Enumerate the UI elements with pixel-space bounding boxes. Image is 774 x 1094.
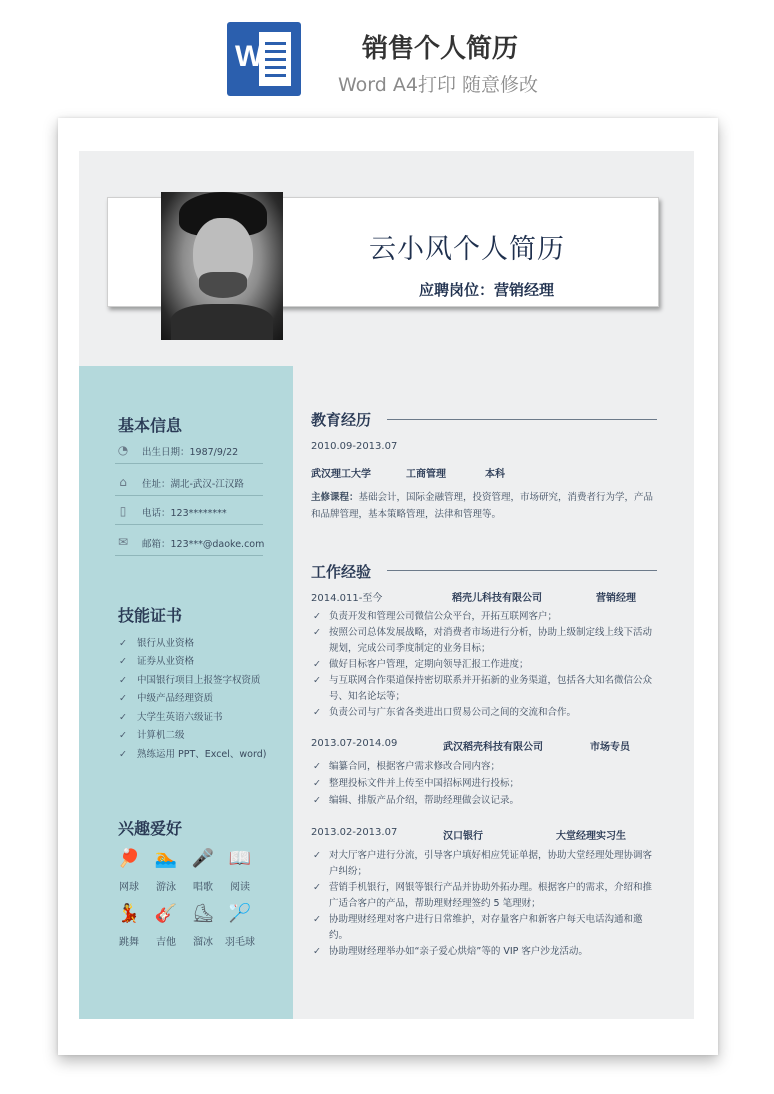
age-icon: ◔ — [117, 443, 129, 457]
skill-item: ✓ 计算机二级 — [119, 730, 185, 741]
duty-item: ✓ 做好目标客户管理，定期向领导汇报工作进度； — [313, 657, 658, 673]
shuttlecock-icon: 🏸 — [228, 903, 252, 924]
edu-school: 武汉理工大学 — [311, 469, 371, 480]
check-icon: ✓ — [313, 761, 321, 772]
check-icon: ✓ — [119, 730, 127, 741]
hobby-skating: ⛸ 溜冰 — [183, 903, 223, 948]
skill-item: ✓ 熟练运用 PPT、Excel、word) — [119, 749, 267, 760]
job-position: 应聘岗位：营销经理 — [419, 281, 555, 299]
hobby-tennis: 🏓 网球 — [109, 848, 149, 893]
duty-item: ✓ 协助理财经理举办如“亲子爱心烘焙”等的 VIP 客户沙龙活动。 — [313, 944, 658, 960]
basic-info-title: 基本信息 — [118, 416, 183, 435]
ping-pong-icon: 🏓 — [117, 848, 141, 869]
check-icon: ✓ — [313, 850, 321, 861]
guitar-icon: 🎸 — [154, 903, 178, 924]
hobby-reading: 📖 阅读 — [220, 848, 260, 893]
word-letter: W — [235, 40, 264, 73]
document-lines-icon — [259, 32, 291, 86]
edu-courses: 主修课程：基础会计，国际金融管理，投资管理，市场研究，消费者行为学，产品和品牌管理，基本策略管理，法律和管理等。 — [311, 492, 654, 520]
swimming-icon: 🏊 — [154, 848, 178, 869]
duty-item: ✓ 营销手机银行，网银等银行产品并协助外拓办理。根据客户的需求，介绍和推广适合客户的产品，帮助理财经理签约 5 笔理财； — [313, 882, 653, 909]
duty-item: ✓ 编纂合同，根据客户需求修改合同内容； — [313, 759, 658, 775]
check-icon: ✓ — [313, 675, 321, 686]
doc-header — [0, 0, 774, 110]
check-icon: ✓ — [119, 693, 127, 704]
check-icon: ✓ — [119, 638, 127, 649]
hobby-badminton: 🏸 羽毛球 — [220, 903, 260, 948]
hobbies-title: 兴趣爱好 — [118, 819, 183, 838]
skill-item: ✓ 证券从业资格 — [119, 656, 194, 667]
duty-item: ✓ 整理投标文件并上传至中国招标网进行投标； — [313, 776, 658, 792]
duty-item: ✓ 与互联网合作渠道保持密切联系并开拓新的业务渠道，包括各大知名微信公众号、知名论坛等； — [313, 675, 653, 702]
job1-company: 稻壳儿科技有限公司 — [452, 593, 542, 604]
work-divider — [387, 570, 657, 571]
profile-photo — [161, 192, 283, 340]
resume-body — [79, 151, 694, 1019]
check-icon: ✓ — [313, 611, 321, 622]
check-icon: ✓ — [119, 749, 127, 760]
duty-item: ✓ 按照公司总体发展战略，对消费者市场进行分析，协助上级制定线上线下活动规划，完成公司季度制定的业务目标； — [313, 627, 653, 654]
check-icon: ✓ — [313, 914, 321, 925]
check-icon: ✓ — [119, 712, 127, 723]
dancer-icon: 💃 — [117, 903, 141, 924]
job3-period: 2013.02-2013.07 — [311, 827, 398, 838]
education-divider — [387, 419, 657, 420]
duty-item: ✓ 负责公司与广东省各类进出口贸易公司之间的交流和合作。 — [313, 705, 658, 721]
resume-title: 云小风个人简历 — [369, 234, 565, 265]
job2-role: 市场专员 — [590, 742, 630, 753]
book-icon: 📖 — [228, 848, 252, 869]
work-title: 工作经验 — [311, 563, 372, 581]
skate-icon: ⛸ — [191, 903, 215, 924]
info-birth: ◔ 出生日期：1987/9/22 — [115, 439, 263, 464]
check-icon: ✓ — [119, 675, 127, 686]
phone-icon: ▯ — [119, 504, 127, 518]
microphone-icon: 🎤 — [191, 848, 215, 869]
job3-role: 大堂经理实习生 — [556, 831, 626, 842]
skill-item: ✓ 大学生英语六级证书 — [119, 712, 223, 723]
check-icon: ✓ — [313, 707, 321, 718]
edu-degree: 本科 — [485, 469, 505, 480]
doc-title: 销售个人简历 — [361, 34, 518, 64]
job1-period: 2014.011-至今 — [311, 593, 383, 604]
education-title: 教育经历 — [311, 411, 372, 429]
check-icon: ✓ — [313, 946, 321, 957]
doc-subtitle: Word A4打印 随意修改 — [337, 74, 538, 96]
job1-role: 营销经理 — [596, 593, 636, 604]
info-address: ⌂ 住址：湖北-武汉-江汉路 — [115, 471, 263, 496]
check-icon: ✓ — [313, 627, 321, 638]
duty-item: ✓ 编辑、排版产品介绍，帮助经理做会议记录。 — [313, 793, 658, 809]
skills-title: 技能证书 — [118, 606, 183, 625]
job2-period: 2013.07-2014.09 — [311, 738, 398, 749]
skill-item: ✓ 银行从业资格 — [119, 638, 194, 649]
check-icon: ✓ — [313, 778, 321, 789]
job2-company: 武汉稻壳科技有限公司 — [443, 742, 543, 753]
check-icon: ✓ — [119, 656, 127, 667]
hobby-dancing: 💃 跳舞 — [109, 903, 149, 948]
duty-item: ✓ 协助理财经理对客户进行日常维护，对存量客户和新客户每天电话沟通和邀约。 — [313, 914, 643, 941]
hobby-guitar: 🎸 吉他 — [146, 903, 186, 948]
skill-item: ✓ 中级产品经理资质 — [119, 693, 213, 704]
check-icon: ✓ — [313, 795, 321, 806]
check-icon: ✓ — [313, 882, 321, 893]
hobby-singing: 🎤 唱歌 — [183, 848, 223, 893]
mail-icon: ✉ — [117, 535, 129, 549]
duty-item: ✓ 对大厅客户进行分流，引导客户填好相应凭证单据，协助大堂经理处理协调客户纠纷； — [313, 850, 653, 877]
duty-item: ✓ 负责开发和管理公司微信公众平台，开拓互联网客户； — [313, 609, 658, 625]
info-email: ✉ 邮箱：123***@daoke.com — [115, 531, 263, 556]
skill-item: ✓ 中国银行项目上报签字权资质 — [119, 675, 261, 686]
hobby-swimming: 🏊 游泳 — [146, 848, 186, 893]
job3-company: 汉口银行 — [443, 831, 483, 842]
resume-page — [58, 118, 718, 1055]
house-icon: ⌂ — [119, 475, 127, 489]
word-icon — [227, 22, 301, 96]
edu-period: 2010.09-2013.07 — [311, 441, 398, 452]
check-icon: ✓ — [313, 659, 321, 670]
info-phone: ▯ 电话：123******** — [115, 500, 263, 525]
edu-major: 工商管理 — [406, 469, 446, 480]
